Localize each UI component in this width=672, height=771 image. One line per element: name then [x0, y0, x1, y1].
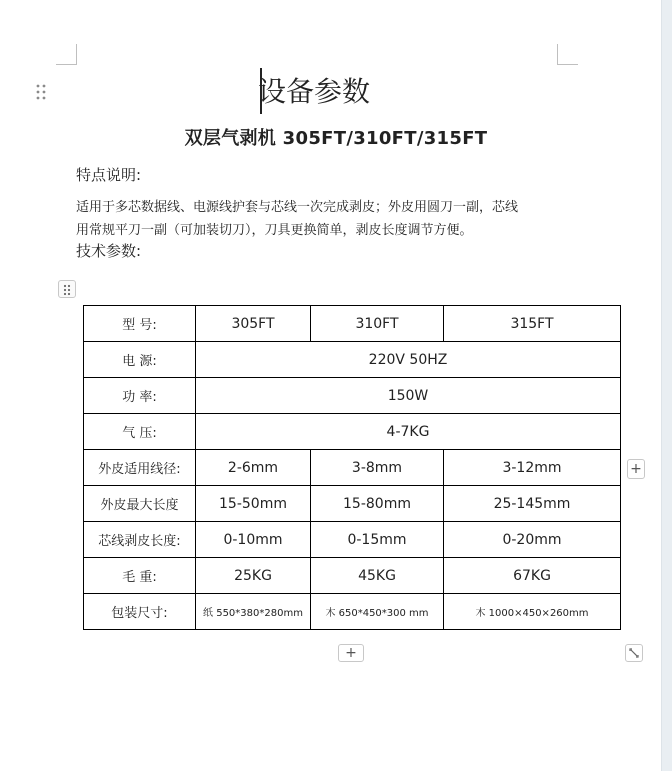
table-move-icon[interactable]	[58, 280, 76, 298]
table-cell[interactable]: 2-6mm	[196, 450, 311, 486]
table-cell[interactable]: 310FT	[311, 306, 444, 342]
document-title[interactable]: 设备参数	[258, 75, 371, 108]
table-row-gross-weight	[84, 558, 621, 594]
row-label[interactable]: 外皮适用线径:	[84, 450, 196, 486]
block-drag-handle-icon[interactable]	[36, 84, 48, 100]
table-cell[interactable]: 15-80mm	[311, 486, 444, 522]
row-label[interactable]: 包装尺寸:	[84, 594, 196, 630]
table-cell[interactable]: 3-12mm	[444, 450, 621, 486]
table-cell-merged[interactable]: 220V 50HZ	[196, 342, 621, 378]
table-cell[interactable]: 305FT	[196, 306, 311, 342]
table-row-max-length	[84, 486, 621, 522]
table-cell[interactable]: 木 650*450*300 mm	[311, 594, 444, 630]
page-corner-top-left	[56, 44, 77, 65]
table-cell[interactable]: 0-15mm	[311, 522, 444, 558]
parameters-table	[83, 305, 621, 630]
table-row-model	[84, 306, 621, 342]
table-cell[interactable]: 67KG	[444, 558, 621, 594]
page-corner-top-right	[557, 44, 578, 65]
table-cell[interactable]: 45KG	[311, 558, 444, 594]
add-row-button[interactable]: +	[338, 644, 364, 662]
table-cell[interactable]: 3-8mm	[311, 450, 444, 486]
table-row-wire-diameter	[84, 450, 621, 486]
table-cell[interactable]: 315FT	[444, 306, 621, 342]
add-column-button[interactable]: +	[627, 459, 645, 479]
table-row-power-supply	[84, 342, 621, 378]
scrollbar-track[interactable]	[661, 0, 672, 771]
table-cell[interactable]: 木 1000×450×260mm	[444, 594, 621, 630]
row-label[interactable]: 外皮最大长度	[84, 486, 196, 522]
features-text-line-1[interactable]: 适用于多芯数据线、电源线护套与芯线一次完成剥皮；外皮用圆刀一副，芯线	[76, 200, 519, 215]
table-cell[interactable]: 25-145mm	[444, 486, 621, 522]
row-label[interactable]: 气 压:	[84, 414, 196, 450]
row-label[interactable]: 型 号:	[84, 306, 196, 342]
table-cell-merged[interactable]: 4-7KG	[196, 414, 621, 450]
row-label[interactable]: 毛 重:	[84, 558, 196, 594]
table-cell[interactable]: 0-10mm	[196, 522, 311, 558]
features-text-line-2[interactable]: 用常规平刀一副（可加装切刀），刀具更换简单，剥皮长度调节方便。	[76, 223, 473, 238]
tech-params-heading[interactable]: 技术参数:	[76, 242, 142, 260]
table-cell[interactable]: 0-20mm	[444, 522, 621, 558]
table-row-power	[84, 378, 621, 414]
document-subtitle[interactable]: 双层气剥机 305FT/310FT/315FT	[184, 128, 488, 149]
table-cell[interactable]: 15-50mm	[196, 486, 311, 522]
table-resize-icon[interactable]	[625, 644, 643, 662]
features-heading[interactable]: 特点说明:	[76, 166, 142, 184]
row-label[interactable]: 功 率:	[84, 378, 196, 414]
table-cell-merged[interactable]: 150W	[196, 378, 621, 414]
table-cell[interactable]: 纸 550*380*280mm	[196, 594, 311, 630]
row-label[interactable]: 芯线剥皮长度:	[84, 522, 196, 558]
table-row-air-pressure	[84, 414, 621, 450]
table-row-package-size	[84, 594, 621, 630]
table-cell[interactable]: 25KG	[196, 558, 311, 594]
table-row-core-strip-length	[84, 522, 621, 558]
row-label[interactable]: 电 源:	[84, 342, 196, 378]
